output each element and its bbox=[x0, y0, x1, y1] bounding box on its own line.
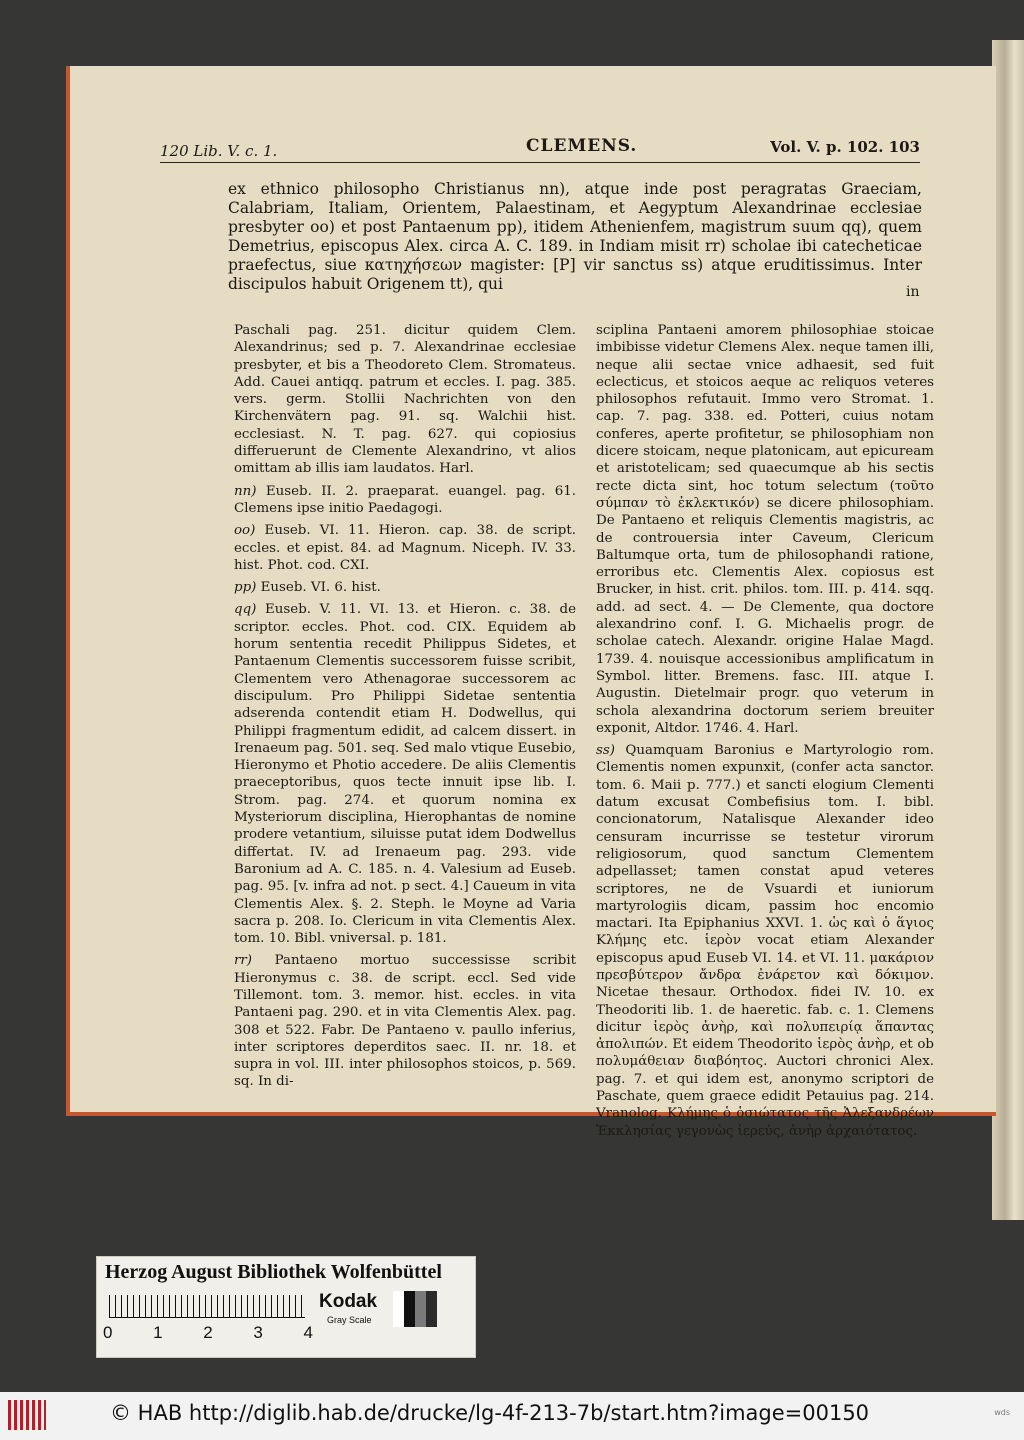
catchword: in bbox=[906, 284, 920, 300]
footnote: nn) Euseb. II. 2. praeparat. euangel. pag. 61. Clemens ipse initio Paedagogi. bbox=[234, 483, 576, 516]
library-label-card bbox=[96, 1256, 476, 1358]
footnote: rr) Pantaeno mortuo successisse scribit Hieronymus c. 38. de script. eccl. Sed vide Tillemont. tom. 3. memor. hist. eccles. in vita Pantaeni pag. 290. et in vita Clementis Alex. pag. 308 et 522. Fabr. De Pantaeno v. paullo inferius, inter scriptores deperditos saec. II. nr. 18. et supra in vol. III. inter philosophos stoicos, p. 569. sq. In di- bbox=[234, 953, 576, 1090]
running-head-left: 120 Lib. V. c. 1. bbox=[160, 142, 278, 160]
library-name: Herzog August Bibliothek Wolfenbüttel bbox=[105, 1261, 442, 1283]
scale-ruler bbox=[109, 1295, 305, 1317]
main-text-block bbox=[228, 180, 922, 294]
footnotes-right-column bbox=[596, 322, 934, 1145]
hab-logo-icon bbox=[8, 1400, 46, 1430]
ruler-number: 1 bbox=[153, 1323, 163, 1342]
gray-patch bbox=[404, 1291, 415, 1327]
ruler-number: 3 bbox=[253, 1323, 263, 1342]
running-head bbox=[160, 136, 920, 164]
gray-patch bbox=[393, 1291, 404, 1327]
running-head-title: CLEMENS. bbox=[526, 136, 638, 156]
gray-patch bbox=[415, 1291, 426, 1327]
head-rule bbox=[160, 162, 920, 163]
ruler-number: 0 bbox=[103, 1323, 113, 1342]
ruler-number: 4 bbox=[303, 1323, 313, 1342]
footer-mark: wds bbox=[994, 1408, 1010, 1417]
footer-bar bbox=[0, 1392, 1024, 1440]
running-head-volume: Vol. V. p. 102. 103 bbox=[770, 138, 920, 156]
gray-patches bbox=[393, 1291, 437, 1327]
footnote: Paschali pag. 251. dicitur quidem Clem. Alexandrinus; sed p. 7. Alexandrinae ecclesiae presbyter, et bis a Theodoreto Clem. Stromateus. Add. Cauei antiqq. patrum et eccles. I. pag. 385. vers. germ. Stollii Nachrichten von den Kirchenvätern pag. 91. sq. Walchii hist. ecclesiast. N. T. pag. 627. qui copiosius differuerunt de Clemente Alexandrino, vt alios omittam ab illis iam laudatos. Harl. bbox=[234, 323, 576, 477]
gray-scale-label: Gray Scale bbox=[327, 1315, 372, 1325]
page-edge bbox=[992, 40, 1024, 1220]
ruler-baseline bbox=[109, 1317, 305, 1318]
ruler-number: 2 bbox=[203, 1323, 213, 1342]
footnote: oo) Euseb. VI. 11. Hieron. cap. 38. de script. eccles. et epist. 84. ad Magnum. Niceph. IV. 33. hist. Phot. cod. CXI. bbox=[234, 523, 576, 573]
copyright-url[interactable]: © HAB http://diglib.hab.de/drucke/lg-4f-213-7b/start.htm?image=00150 bbox=[110, 1401, 870, 1425]
kodak-brand: Kodak bbox=[319, 1291, 378, 1312]
footnote: ss) Quamquam Baronius e Martyrologio rom. Clementis nomen expunxit, (confer acta sanctor. tom. 6. Maii p. 777.) et sancti elogium Clementi datum excusat Combefisius tom. I. bibl. concionatorum, Natalisque Alexander ideo censuram incurrisse se testetur virorum religiosorum, quod sanctum Clementem adpellasset; tamen constat apud veteres scriptores, ne de Vsuardi et iuniorum martyrologiis dicam, passim hoc encomio mactari. Ita Epiphanius XXVI. 1. ὡς καὶ ὁ ἅγιος Κλήμης etc. ἱερὸν vocat etiam Alexander episcopus apud Euseb VI. 14. et VI. 11. μακάριον πρεσβύτερον ἄνδρα ἐνάρετον καὶ δόκιμον. Nicetae thesaur. Orthodox. fidei IV. 10. ex Theodoriti lib. 1. de haeretic. fab. c. 1. Clemens dicitur ἱερὸς ἀνὴρ, καὶ πολυπειρίᾳ ἅπαντας ἀπολιπών. Et eidem Theodorito ἱερὸς ἀνὴρ, et ob πολυμάθειαν διαβόητος. Auctori chronici Alex. pag. 7. et qui idem est, anonymo scriptori de Paschate, quem graece edidit Petauius pag. 214. Vranolog. Κλήμης ὁ ὁσιώτατος τῆς Ἀλεξανδρέων Ἐκκλησίας γεγονὼς ἱερεύς, ἀνὴρ ἀρχαιότατος. bbox=[596, 743, 934, 1139]
ruler-numbers bbox=[103, 1323, 313, 1343]
footnotes-left-column bbox=[234, 322, 576, 1096]
gray-patch bbox=[426, 1291, 437, 1327]
footnote: pp) Euseb. VI. 6. hist. bbox=[234, 580, 381, 596]
footnote: qq) Euseb. V. 11. VI. 13. et Hieron. c. 38. de scriptor. eccles. Phot. cod. CIX. Equidem ab horum sententia recedit Philippus Sidetes, et Pantaenum Clementis successorem fuisse scribit, Clementem vero Athenagorae successorem ac discipulum. Pro Philippi Sidetae sententia adserenda contendit etiam H. Dodwellus, qui Philippi fragmentum edidit, ad calcem dissert. in Irenaeum pag. 501. seq. Sed malo vtique Eusebio, Hieronymo et Photio accedere. De aliis Clementis praeceptoribus, quos tecte innuit ipse lib. I. Strom. pag. 274. et quorum nomina ex Mysteriorum disciplina, Hierophantas de nomine prodere vetantium, siluisse putat idem Dodwellus differtat. IV. ad Irenaeum pag. 293. vide Baronium ad A. C. 185. n. 4. Valesium ad Euseb. pag. 95. [v. infra ad not. p sect. 4.] Caueum in vita Clementis Alex. §. 2. Steph. le Moyne ad Varia sacra p. 208. Io. Clericum in vita Clementis Alex. tom. 10. Bibl. vniversal. p. 181. bbox=[234, 602, 576, 947]
footnote: sciplina Pantaeni amorem philosophiae stoicae imbibisse videtur Clemens Alex. neque tamen illi, neque alii sectae vnice adhaesit, sed fuit eclecticus, et stoicos aeque ac reliquos veteres philosophos refutauit. Immo vero Stromat. 1. cap. 7. pag. 338. ed. Potteri, cuius notam conferes, aperte profitetur, se philosophiam non dicere stoicam, neque platonicam, aut epicuream et aristotelicam; sed quaecumque ab his sectis recte dicta sint, hoc totum selectum (τοῦτο σύμπαν τὸ ἐκλεκτικόν) se dicere philosophiam. De Pantaeno et reliquis Clementis magistris, ac de controuersia inter Caveum, Clericum Baltumque orta, tum de philosophandi ratione, erroribus etc. Clementis Alex. copiosus est Brucker, in hist. crit. philos. tom. III. p. 414. sqq. add. ad sect. 4. — De Clemente, qua doctore alexandrino conf. I. G. Michaelis progr. de scholae catech. Alexandr. origine Halae Magd. 1739. 4. nouisque accessionibus amplificatum in Symbol. litter. Bremens. fasc. III. atque I. Augustin. Dietelmair progr. quo veterum in schola alexandrina doctorum seriem breuiter exponit, Altdor. 1746. 4. Harl. bbox=[596, 323, 934, 736]
main-paragraph: ex ethnico philosopho Christianus nn), atque inde post peragratas Graeciam, Calabriam, Italiam, Orientem, Palaestinam, et Aegyptum Alexandrinae ecclesiae presbyter oo) et post Pantaenum pp), itidem Athenienfem, magistrum suum qq), quem Demetrius, episcopus Alex. circa A. C. 189. in Indiam misit rr) scholae ibi catecheticae praefectus, siue κατηχήσεων magister: [P] vir sanctus ss) atque eruditissimus. Inter discipulos habuit Origenem tt), qui bbox=[228, 180, 922, 293]
